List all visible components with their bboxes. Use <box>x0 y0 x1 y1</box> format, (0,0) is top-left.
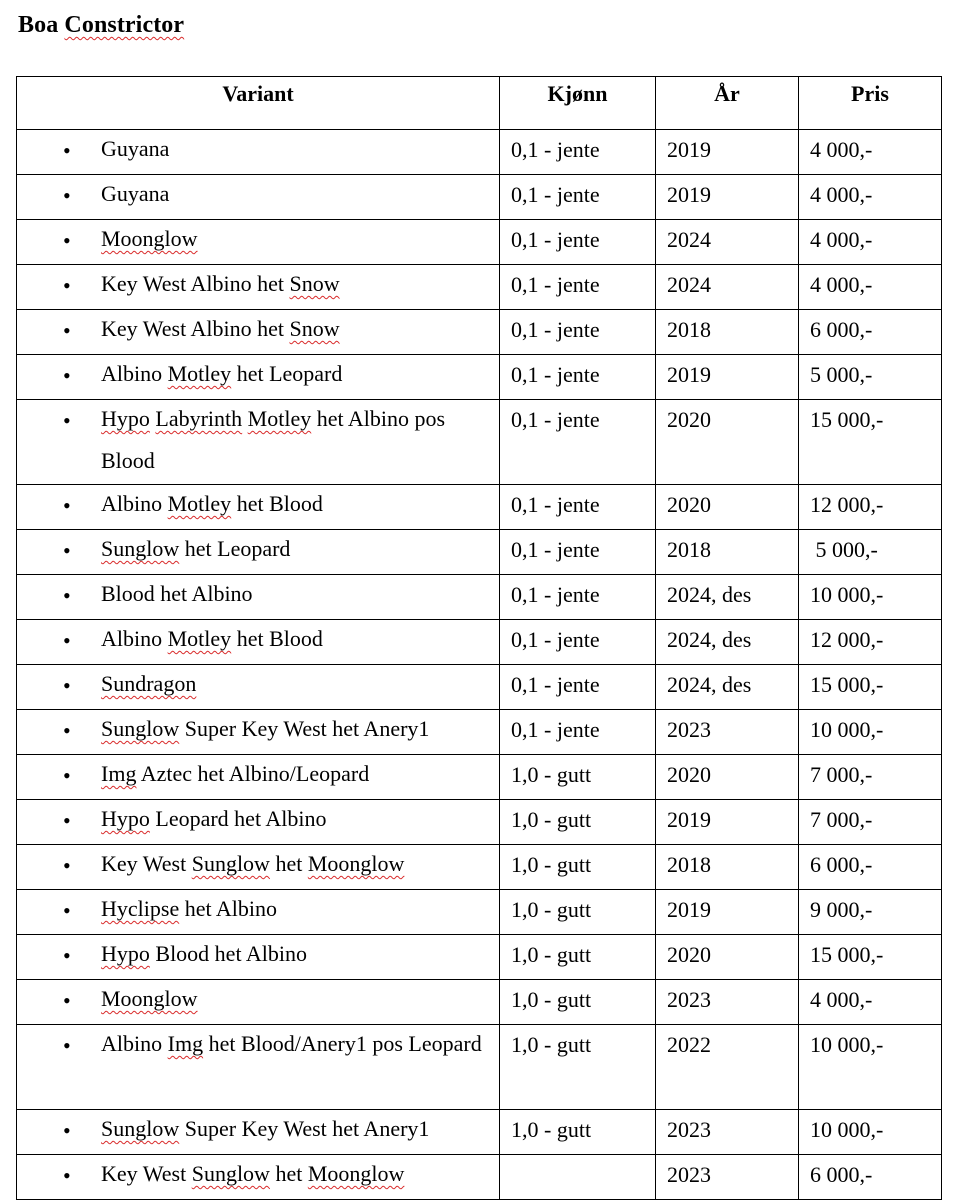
spellcheck-mark: Motley <box>247 406 312 431</box>
price-text: 12 000,- <box>810 492 884 517</box>
table-row <box>17 665 942 710</box>
cell-year <box>656 485 799 530</box>
cell-year <box>656 710 799 755</box>
cell-year <box>656 130 799 175</box>
cell-variant <box>17 220 500 265</box>
year-text: 2023 <box>667 717 711 742</box>
gender-text: 0,1 - jente <box>511 407 600 432</box>
price-text: 10 000,- <box>810 1117 884 1142</box>
table-row <box>17 935 942 980</box>
year-text: 2019 <box>667 807 711 832</box>
spellcheck-mark: Hypo <box>101 941 150 966</box>
cell-gender <box>500 220 656 265</box>
spellcheck-mark: Moonglow <box>307 851 405 876</box>
table-row <box>17 130 942 175</box>
cell-price <box>799 355 942 400</box>
gender-text: 1,0 - gutt <box>511 807 592 832</box>
cell-variant <box>17 665 500 710</box>
year-text: 2020 <box>667 407 711 432</box>
price-table <box>16 76 942 1200</box>
header-gender: Kjønn <box>500 77 656 130</box>
spellcheck-mark: Sunglow <box>101 716 180 741</box>
table-row <box>17 310 942 355</box>
price-text: 5 000,- <box>810 537 878 562</box>
bullet-icon: • <box>63 493 71 518</box>
cell-gender <box>500 1110 656 1155</box>
cell-variant <box>17 845 500 890</box>
gender-text: 0,1 - jente <box>511 582 600 607</box>
table-row <box>17 845 942 890</box>
variant-text <box>101 978 499 1020</box>
price-text: 4 000,- <box>810 272 873 297</box>
year-text: 2024, des <box>667 672 752 697</box>
cell-price <box>799 890 942 935</box>
gender-text: 1,0 - gutt <box>511 897 592 922</box>
cell-year <box>656 265 799 310</box>
cell-gender <box>500 355 656 400</box>
variant-text: Sunglow Super Key West het Anery1 <box>101 1116 430 1141</box>
cell-variant <box>17 265 500 310</box>
cell-gender <box>500 175 656 220</box>
bullet-icon: • <box>63 898 71 923</box>
cell-price <box>799 935 942 980</box>
variant-text: Hypo Blood het Albino <box>101 941 307 966</box>
cell-gender <box>500 1155 656 1200</box>
cell-gender <box>500 310 656 355</box>
cell-variant <box>17 755 500 800</box>
variant-text: Key West Sunglow het Moonglow <box>101 1161 405 1186</box>
spellcheck-mark: Sunglow <box>101 1116 180 1141</box>
cell-year <box>656 530 799 575</box>
bullet-icon: • <box>63 673 71 698</box>
variant-text: Img Aztec het Albino/Leopard <box>101 761 370 786</box>
table-row <box>17 485 942 530</box>
gender-text: 1,0 - gutt <box>511 942 592 967</box>
price-text: 6 000,- <box>810 317 873 342</box>
cell-variant <box>17 530 500 575</box>
cell-variant <box>17 1025 500 1110</box>
variant-text: Hyclipse het Albino <box>101 896 277 921</box>
bullet-icon: • <box>63 718 71 743</box>
spellcheck-mark: Sundragon <box>101 671 197 696</box>
cell-year <box>656 575 799 620</box>
year-text: 2019 <box>667 897 711 922</box>
spellcheck-mark: Sunglow <box>191 851 270 876</box>
year-text: 2023 <box>667 1117 711 1142</box>
bullet-icon: • <box>63 763 71 788</box>
year-text: 2020 <box>667 762 711 787</box>
spellcheck-mark: Labyrinth <box>155 406 243 431</box>
cell-variant <box>17 355 500 400</box>
table-header-row <box>17 77 942 130</box>
cell-variant <box>17 980 500 1025</box>
cell-year <box>656 310 799 355</box>
cell-price <box>799 400 942 485</box>
cell-variant <box>17 710 500 755</box>
gender-text: 0,1 - jente <box>511 227 600 252</box>
cell-year <box>656 890 799 935</box>
variant-text: Blood het Albino <box>101 581 253 606</box>
spellcheck-mark: Moonglow <box>307 1161 405 1186</box>
table-row <box>17 265 942 310</box>
price-text: 15 000,- <box>810 942 884 967</box>
cell-year <box>656 845 799 890</box>
bullet-icon: • <box>63 1163 71 1188</box>
header-year: År <box>656 77 799 130</box>
table-row <box>17 575 942 620</box>
bullet-icon: • <box>63 1118 71 1143</box>
cell-year <box>656 620 799 665</box>
cell-gender <box>500 755 656 800</box>
cell-gender <box>500 265 656 310</box>
spellcheck-mark: Moonglow <box>101 986 198 1011</box>
cell-variant <box>17 400 500 485</box>
bullet-icon: • <box>63 318 71 343</box>
document-title: Boa Constrictor <box>18 12 185 38</box>
cell-gender <box>500 665 656 710</box>
bullet-icon: • <box>63 808 71 833</box>
cell-price <box>799 265 942 310</box>
cell-gender <box>500 710 656 755</box>
header-variant: Variant <box>17 77 500 130</box>
cell-price <box>799 1155 942 1200</box>
price-text: 12 000,- <box>810 627 884 652</box>
cell-variant <box>17 175 500 220</box>
table-row <box>17 355 942 400</box>
gender-text: 0,1 - jente <box>511 672 600 697</box>
year-text: 2020 <box>667 492 711 517</box>
bullet-icon: • <box>63 628 71 653</box>
gender-text: 0,1 - jente <box>511 182 600 207</box>
table-row <box>17 710 942 755</box>
spellcheck-mark: Snow <box>289 316 340 341</box>
spellcheck-mark: Sunglow <box>101 536 180 561</box>
cell-gender <box>500 530 656 575</box>
price-text: 6 000,- <box>810 1162 873 1187</box>
cell-year <box>656 220 799 265</box>
year-text: 2019 <box>667 182 711 207</box>
table-row <box>17 530 942 575</box>
bullet-icon: • <box>63 583 71 608</box>
table-row <box>17 1110 942 1155</box>
spellcheck-mark: Sunglow <box>191 1161 270 1186</box>
year-text: 2024 <box>667 227 711 252</box>
year-text: 2024 <box>667 272 711 297</box>
year-text: 2019 <box>667 137 711 162</box>
variant-text: Sunglow Super Key West het Anery1 <box>101 716 430 741</box>
bullet-icon: • <box>63 228 71 253</box>
cell-year <box>656 980 799 1025</box>
price-text: 15 000,- <box>810 672 884 697</box>
cell-gender <box>500 1025 656 1110</box>
cell-price <box>799 845 942 890</box>
year-text: 2024, des <box>667 582 752 607</box>
table-row <box>17 800 942 845</box>
cell-price <box>799 800 942 845</box>
table-row <box>17 980 942 1025</box>
bullet-icon: • <box>63 943 71 968</box>
price-text: 9 000,- <box>810 897 873 922</box>
spellcheck-mark: Motley <box>167 491 232 516</box>
cell-gender <box>500 485 656 530</box>
table-row <box>17 1025 942 1110</box>
price-text: 10 000,- <box>810 717 884 742</box>
variant-text: Albino Motley het Blood <box>101 626 323 651</box>
gender-text: 1,0 - gutt <box>511 762 592 787</box>
spellcheck-mark: Hypo <box>101 406 150 431</box>
cell-gender <box>500 130 656 175</box>
cell-gender <box>500 980 656 1025</box>
cell-gender <box>500 800 656 845</box>
variant-text: Key West Sunglow het Moonglow <box>101 851 405 876</box>
table-row <box>17 890 942 935</box>
cell-price <box>799 1110 942 1155</box>
price-text: 4 000,- <box>810 227 873 252</box>
gender-text: 1,0 - gutt <box>511 987 592 1012</box>
header-price: Pris <box>799 77 942 130</box>
price-text: 15 000,- <box>810 407 884 432</box>
year-text: 2022 <box>667 1032 711 1057</box>
cell-variant <box>17 1110 500 1155</box>
gender-text: 1,0 - gutt <box>511 1117 592 1142</box>
bullet-icon: • <box>63 1033 71 1058</box>
price-text: 10 000,- <box>810 1032 884 1057</box>
price-text: 7 000,- <box>810 762 873 787</box>
table-row <box>17 620 942 665</box>
cell-price <box>799 575 942 620</box>
cell-year <box>656 1025 799 1110</box>
table-row <box>17 755 942 800</box>
gender-text: 0,1 - jente <box>511 362 600 387</box>
cell-price <box>799 620 942 665</box>
cell-price <box>799 130 942 175</box>
cell-year <box>656 355 799 400</box>
gender-text <box>500 1155 655 1158</box>
cell-year <box>656 665 799 710</box>
year-text: 2023 <box>667 1162 711 1187</box>
variant-text: Albino Img het Blood/Anery1 pos Leopard <box>101 1031 482 1056</box>
cell-price <box>799 980 942 1025</box>
cell-price <box>799 485 942 530</box>
price-text: 10 000,- <box>810 582 884 607</box>
price-text: 7 000,- <box>810 807 873 832</box>
bullet-icon: • <box>63 538 71 563</box>
year-text: 2018 <box>667 317 711 342</box>
variant-text: Guyana <box>101 136 170 161</box>
spellcheck-mark: Hyclipse <box>101 896 180 921</box>
gender-text: 0,1 - jente <box>511 717 600 742</box>
cell-year <box>656 1155 799 1200</box>
cell-gender <box>500 575 656 620</box>
gender-text: 0,1 - jente <box>511 537 600 562</box>
spellcheck-mark: Moonglow <box>101 226 198 251</box>
year-text: 2023 <box>667 987 711 1012</box>
gender-text: 1,0 - gutt <box>511 1032 592 1057</box>
cell-gender <box>500 935 656 980</box>
spellcheck-mark: Snow <box>289 271 340 296</box>
gender-text: 0,1 - jente <box>511 627 600 652</box>
table-row <box>17 400 942 485</box>
year-text: 2019 <box>667 362 711 387</box>
spellcheck-mark: Motley <box>167 626 232 651</box>
price-text: 4 000,- <box>810 182 873 207</box>
gender-text: 0,1 - jente <box>511 317 600 342</box>
cell-price <box>799 710 942 755</box>
bullet-icon: • <box>63 363 71 388</box>
gender-text: 1,0 - gutt <box>511 852 592 877</box>
variant-text: Key West Albino het Snow <box>101 316 340 341</box>
table-row <box>17 1155 942 1200</box>
cell-variant <box>17 890 500 935</box>
year-text: 2018 <box>667 537 711 562</box>
bullet-icon: • <box>63 988 71 1013</box>
variant-text <box>101 663 499 705</box>
cell-variant <box>17 485 500 530</box>
bullet-icon: • <box>63 138 71 163</box>
price-text: 5 000,- <box>810 362 873 387</box>
spellcheck-mark: Img <box>101 761 137 786</box>
year-text: 2018 <box>667 852 711 877</box>
year-text: 2024, des <box>667 627 752 652</box>
spellcheck-mark: Motley <box>167 361 232 386</box>
cell-gender <box>500 890 656 935</box>
gender-text: 0,1 - jente <box>511 492 600 517</box>
spellcheck-mark: Hypo <box>101 806 150 831</box>
price-text: 6 000,- <box>810 852 873 877</box>
variant-text: Hypo Labyrinth Motley het Albino pos Blood <box>101 406 446 473</box>
variant-text: Guyana <box>101 181 170 206</box>
cell-year <box>656 755 799 800</box>
cell-year <box>656 175 799 220</box>
variant-text: Key West Albino het Snow <box>101 271 340 296</box>
bullet-icon: • <box>63 273 71 298</box>
cell-variant <box>17 935 500 980</box>
cell-variant <box>17 800 500 845</box>
cell-price <box>799 665 942 710</box>
variant-text: Sunglow het Leopard <box>101 536 291 561</box>
cell-year <box>656 1110 799 1155</box>
bullet-icon: • <box>63 853 71 878</box>
spellcheck-mark: Img <box>167 1031 204 1056</box>
variant-text: Hypo Leopard het Albino <box>101 806 327 831</box>
year-text: 2020 <box>667 942 711 967</box>
gender-text: 0,1 - jente <box>511 272 600 297</box>
cell-year <box>656 800 799 845</box>
bullet-icon: • <box>63 408 71 433</box>
cell-price <box>799 175 942 220</box>
cell-gender <box>500 620 656 665</box>
price-text: 4 000,- <box>810 987 873 1012</box>
cell-price <box>799 220 942 265</box>
cell-year <box>656 400 799 485</box>
cell-price <box>799 1025 942 1110</box>
variant-text <box>101 218 499 260</box>
cell-year <box>656 935 799 980</box>
gender-text: 0,1 - jente <box>511 137 600 162</box>
cell-variant <box>17 620 500 665</box>
cell-variant <box>17 130 500 175</box>
cell-price <box>799 310 942 355</box>
spellcheck-mark: Constrictor <box>64 12 185 38</box>
cell-gender <box>500 400 656 485</box>
price-text: 4 000,- <box>810 137 873 162</box>
cell-variant <box>17 1155 500 1200</box>
variant-text: Albino Motley het Blood <box>101 491 323 516</box>
cell-price <box>799 755 942 800</box>
cell-variant <box>17 575 500 620</box>
cell-price <box>799 530 942 575</box>
variant-text: Albino Motley het Leopard <box>101 361 343 386</box>
cell-variant <box>17 310 500 355</box>
table-row <box>17 175 942 220</box>
table-row <box>17 220 942 265</box>
cell-gender <box>500 845 656 890</box>
bullet-icon: • <box>63 183 71 208</box>
